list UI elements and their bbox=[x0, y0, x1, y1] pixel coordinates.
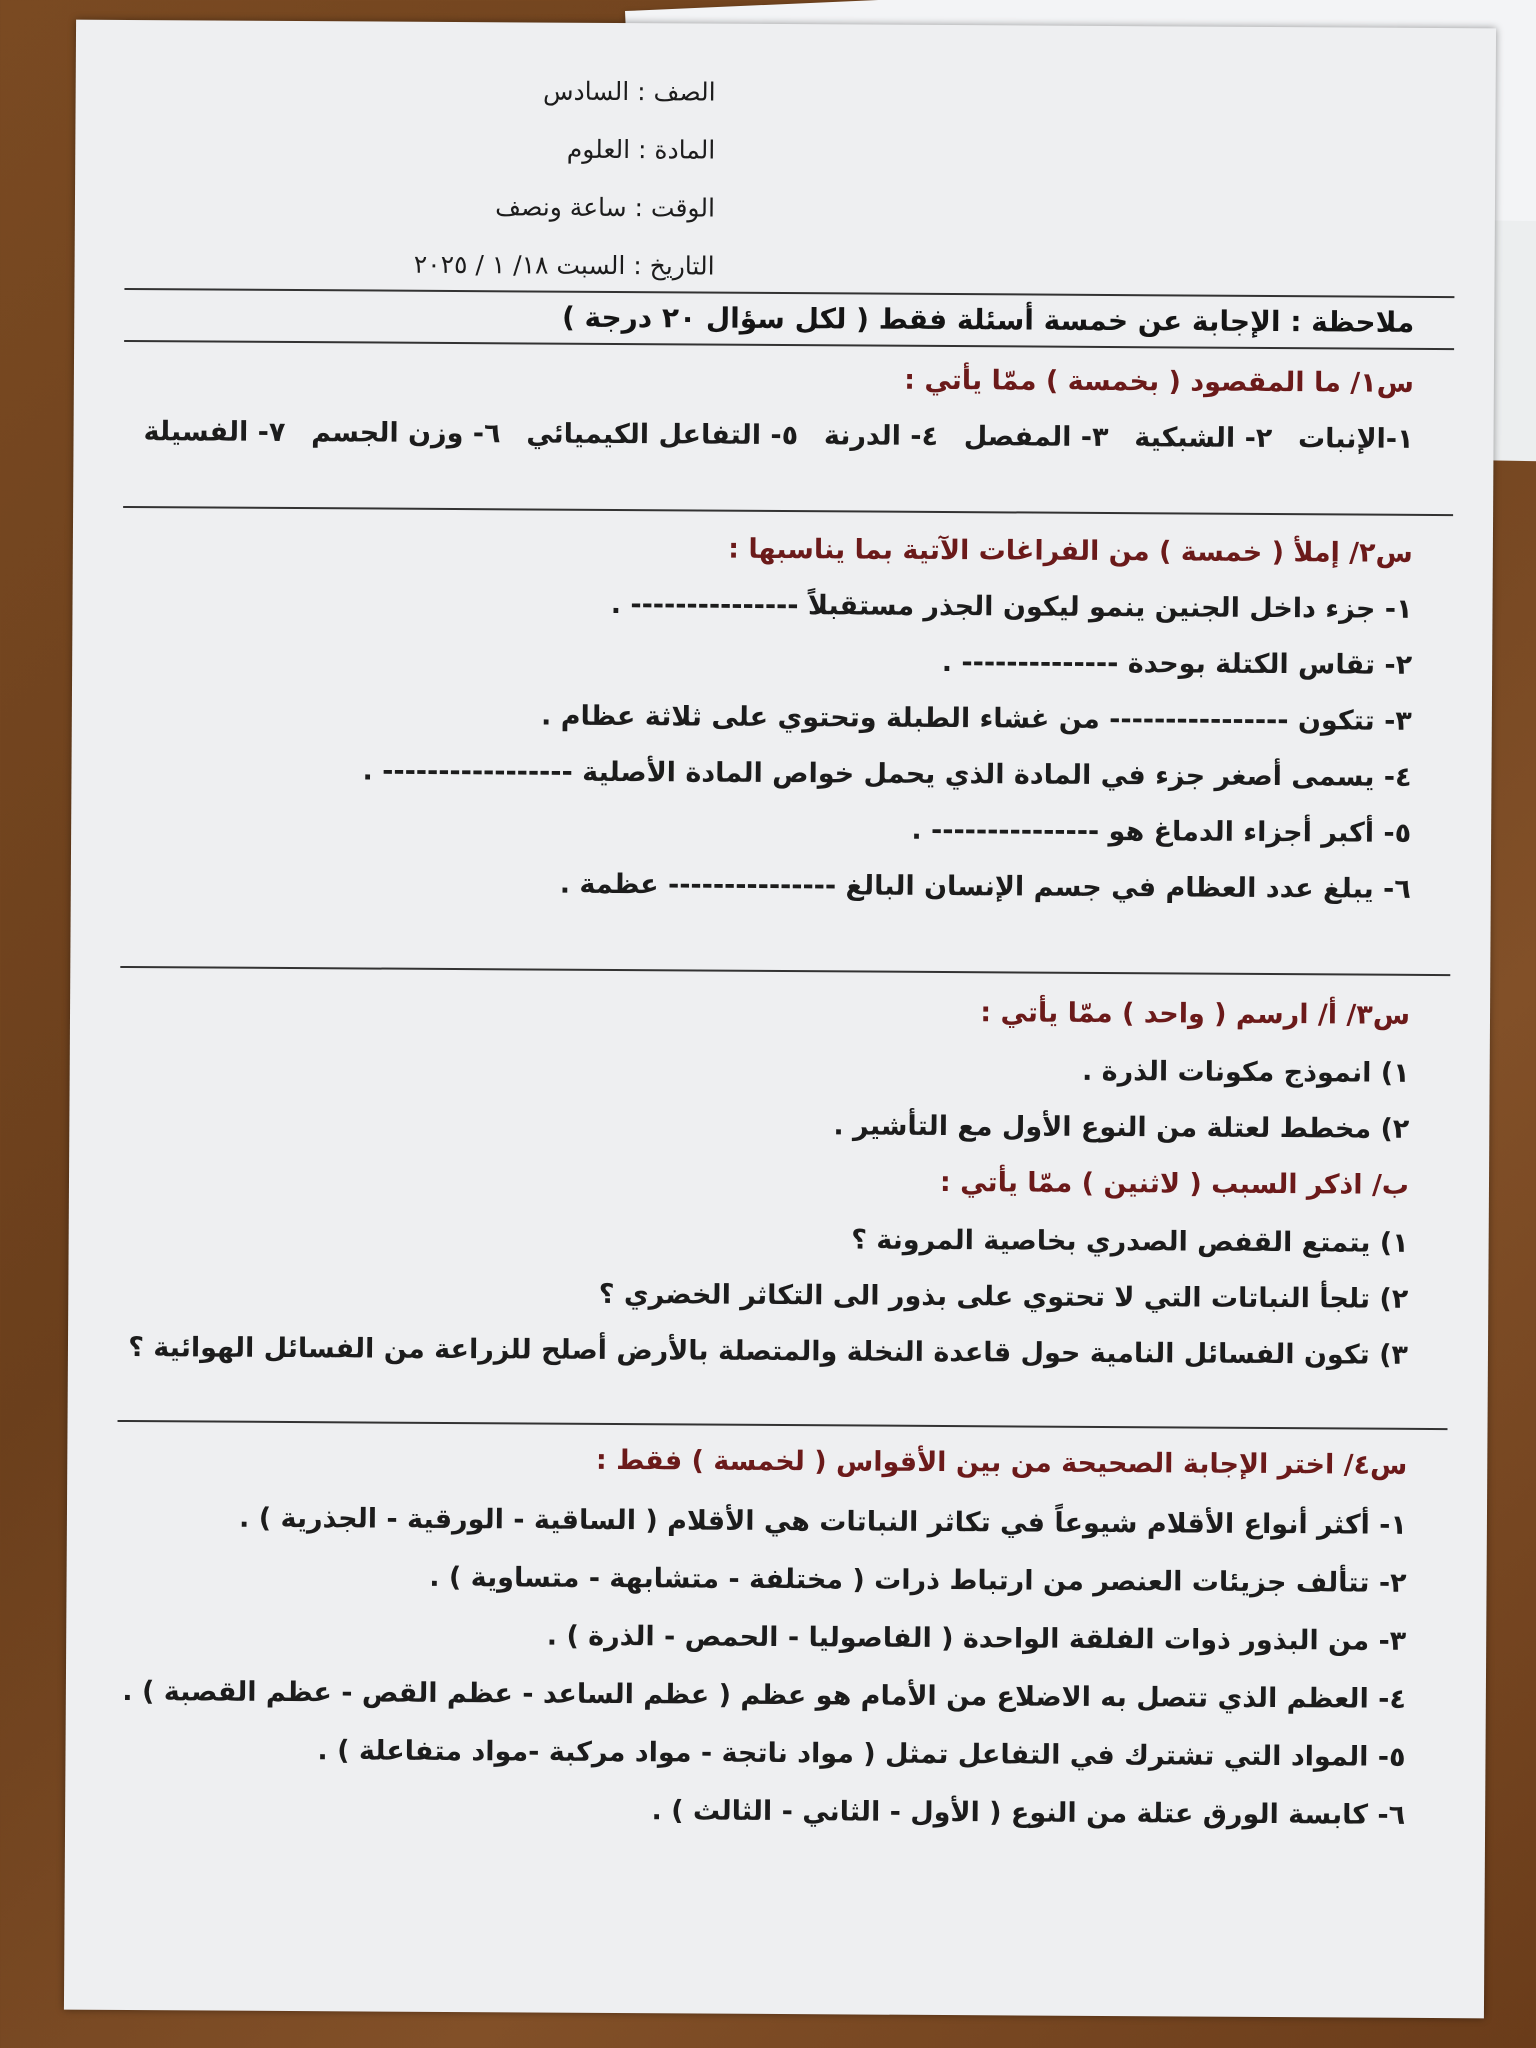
exam-sheet bbox=[64, 20, 1496, 2019]
term-item: ٧- الفسيلة bbox=[143, 416, 286, 448]
question-1-title: س١/ ما المقصود ( بخمسة ) ممّا يأتي : bbox=[904, 364, 1414, 399]
term-item: ٦- وزن الجسم bbox=[311, 417, 501, 450]
question-2-title: س٢/ إملأ ( خمسة ) من الفراغات الآتية بما يناسبها : bbox=[728, 533, 1413, 569]
question-4-title: س٤/ اختر الإجابة الصحيحة من بين الأقواس ( لخمسة ) فقط : bbox=[595, 1444, 1408, 1481]
question-3b-title: ب/ اذكر السبب ( لاثنين ) ممّا يأتي : bbox=[939, 1166, 1410, 1201]
divider bbox=[123, 506, 1453, 516]
term-item: ٤- الدرنة bbox=[823, 420, 939, 452]
question-4-item: ٢- تتألف جزيئات العنصر من ارتباط ذرات ( مختلفة - متشابهة - متساوية ) . bbox=[429, 1561, 1407, 1599]
divider bbox=[124, 340, 1454, 350]
exam-note: ملاحظة : الإجابة عن خمسة أسئلة فقط ( لكل سؤال ٢٠ درجة ) bbox=[561, 300, 1415, 339]
question-3b-item: ٢) تلجأ النباتات التي لا تحتوي على بذور الى التكاثر الخضري ؟ bbox=[598, 1278, 1409, 1315]
question-2-item: ٤- يسمى أصغر جزء في المادة الذي يحمل خواص المادة الأصلية ----------------- . bbox=[362, 755, 1412, 793]
question-3a-item: ٢) مخطط لعتلة من النوع الأول مع التأشير . bbox=[833, 1110, 1410, 1145]
question-3a-title: س٣/ أ/ ارسم ( واحد ) ممّا يأتي : bbox=[980, 997, 1411, 1031]
time-label: الوقت : ساعة ونصف bbox=[495, 192, 716, 223]
term-item: ٥- التفاعل الكيميائي bbox=[526, 418, 799, 452]
question-2-item: ١- جزء داخل الجنين ينمو ليكون الجذر مستقبلاً --------------- . bbox=[610, 588, 1413, 625]
subject-label: المادة : العلوم bbox=[566, 134, 716, 165]
question-3a-item: ١) انموذج مكونات الذرة . bbox=[1081, 1055, 1410, 1089]
question-2-item: ٦- يبلغ عدد العظام في جسم الإنسان البالغ --------------- عظمة . bbox=[559, 868, 1411, 905]
date-label: التاريخ : السبت ١٨/ ١ / ٢٠٢٥ bbox=[413, 249, 715, 281]
question-2-item: ٢- تقاس الكتلة بوحدة -------------- . bbox=[941, 646, 1413, 681]
divider bbox=[118, 1420, 1448, 1430]
question-4-item: ٣- من البذور ذوات الفلقة الواحدة ( الفاصوليا - الحمص - الذرة ) . bbox=[546, 1620, 1407, 1657]
question-2-item: ٣- تتكون ---------------- من غشاء الطبلة وتحتوي على ثلاثة عظام . bbox=[541, 700, 1412, 737]
exam-header bbox=[214, 61, 715, 296]
question-3b-item: ١) يتمتع القفص الصدري بخاصية المرونة ؟ bbox=[851, 1224, 1409, 1259]
question-3b-item: ٣) تكون الفسائل النامية حول قاعدة النخلة والمتصلة بالأرض أصلح للزراعة من الفسائل الهوائية ؟ bbox=[128, 1332, 1409, 1371]
term-item: ١-الإنبات bbox=[1297, 423, 1414, 455]
question-4-item: ٦- كابسة الورق عتلة من النوع ( الأول - الثاني - الثالث ) . bbox=[651, 1795, 1406, 1831]
divider bbox=[120, 966, 1450, 976]
term-item: ٢- الشبكية bbox=[1134, 422, 1273, 454]
question-1-terms bbox=[143, 416, 1413, 455]
question-4-item: ٤- العظم الذي تتصل به الاضلاع من الأمام هو عظم ( عظم الساعد - عظم القص - عظم القصبة ) . bbox=[122, 1675, 1406, 1715]
class-label: الصف : السادس bbox=[542, 76, 716, 107]
question-4-item: ١- أكثر أنواع الأقلام شيوعاً في تكاثر النباتات هي الأقلام ( الساقية - الورقية - الجذرية ) . bbox=[239, 1502, 1408, 1541]
question-4-item: ٥- المواد التي تشترك في التفاعل تمثل ( مواد ناتجة - مواد مركبة -مواد متفاعلة ) . bbox=[317, 1735, 1406, 1773]
term-item: ٣- المفصل bbox=[963, 421, 1109, 453]
question-2-item: ٥- أكبر أجزاء الدماغ هو --------------- . bbox=[911, 814, 1412, 849]
